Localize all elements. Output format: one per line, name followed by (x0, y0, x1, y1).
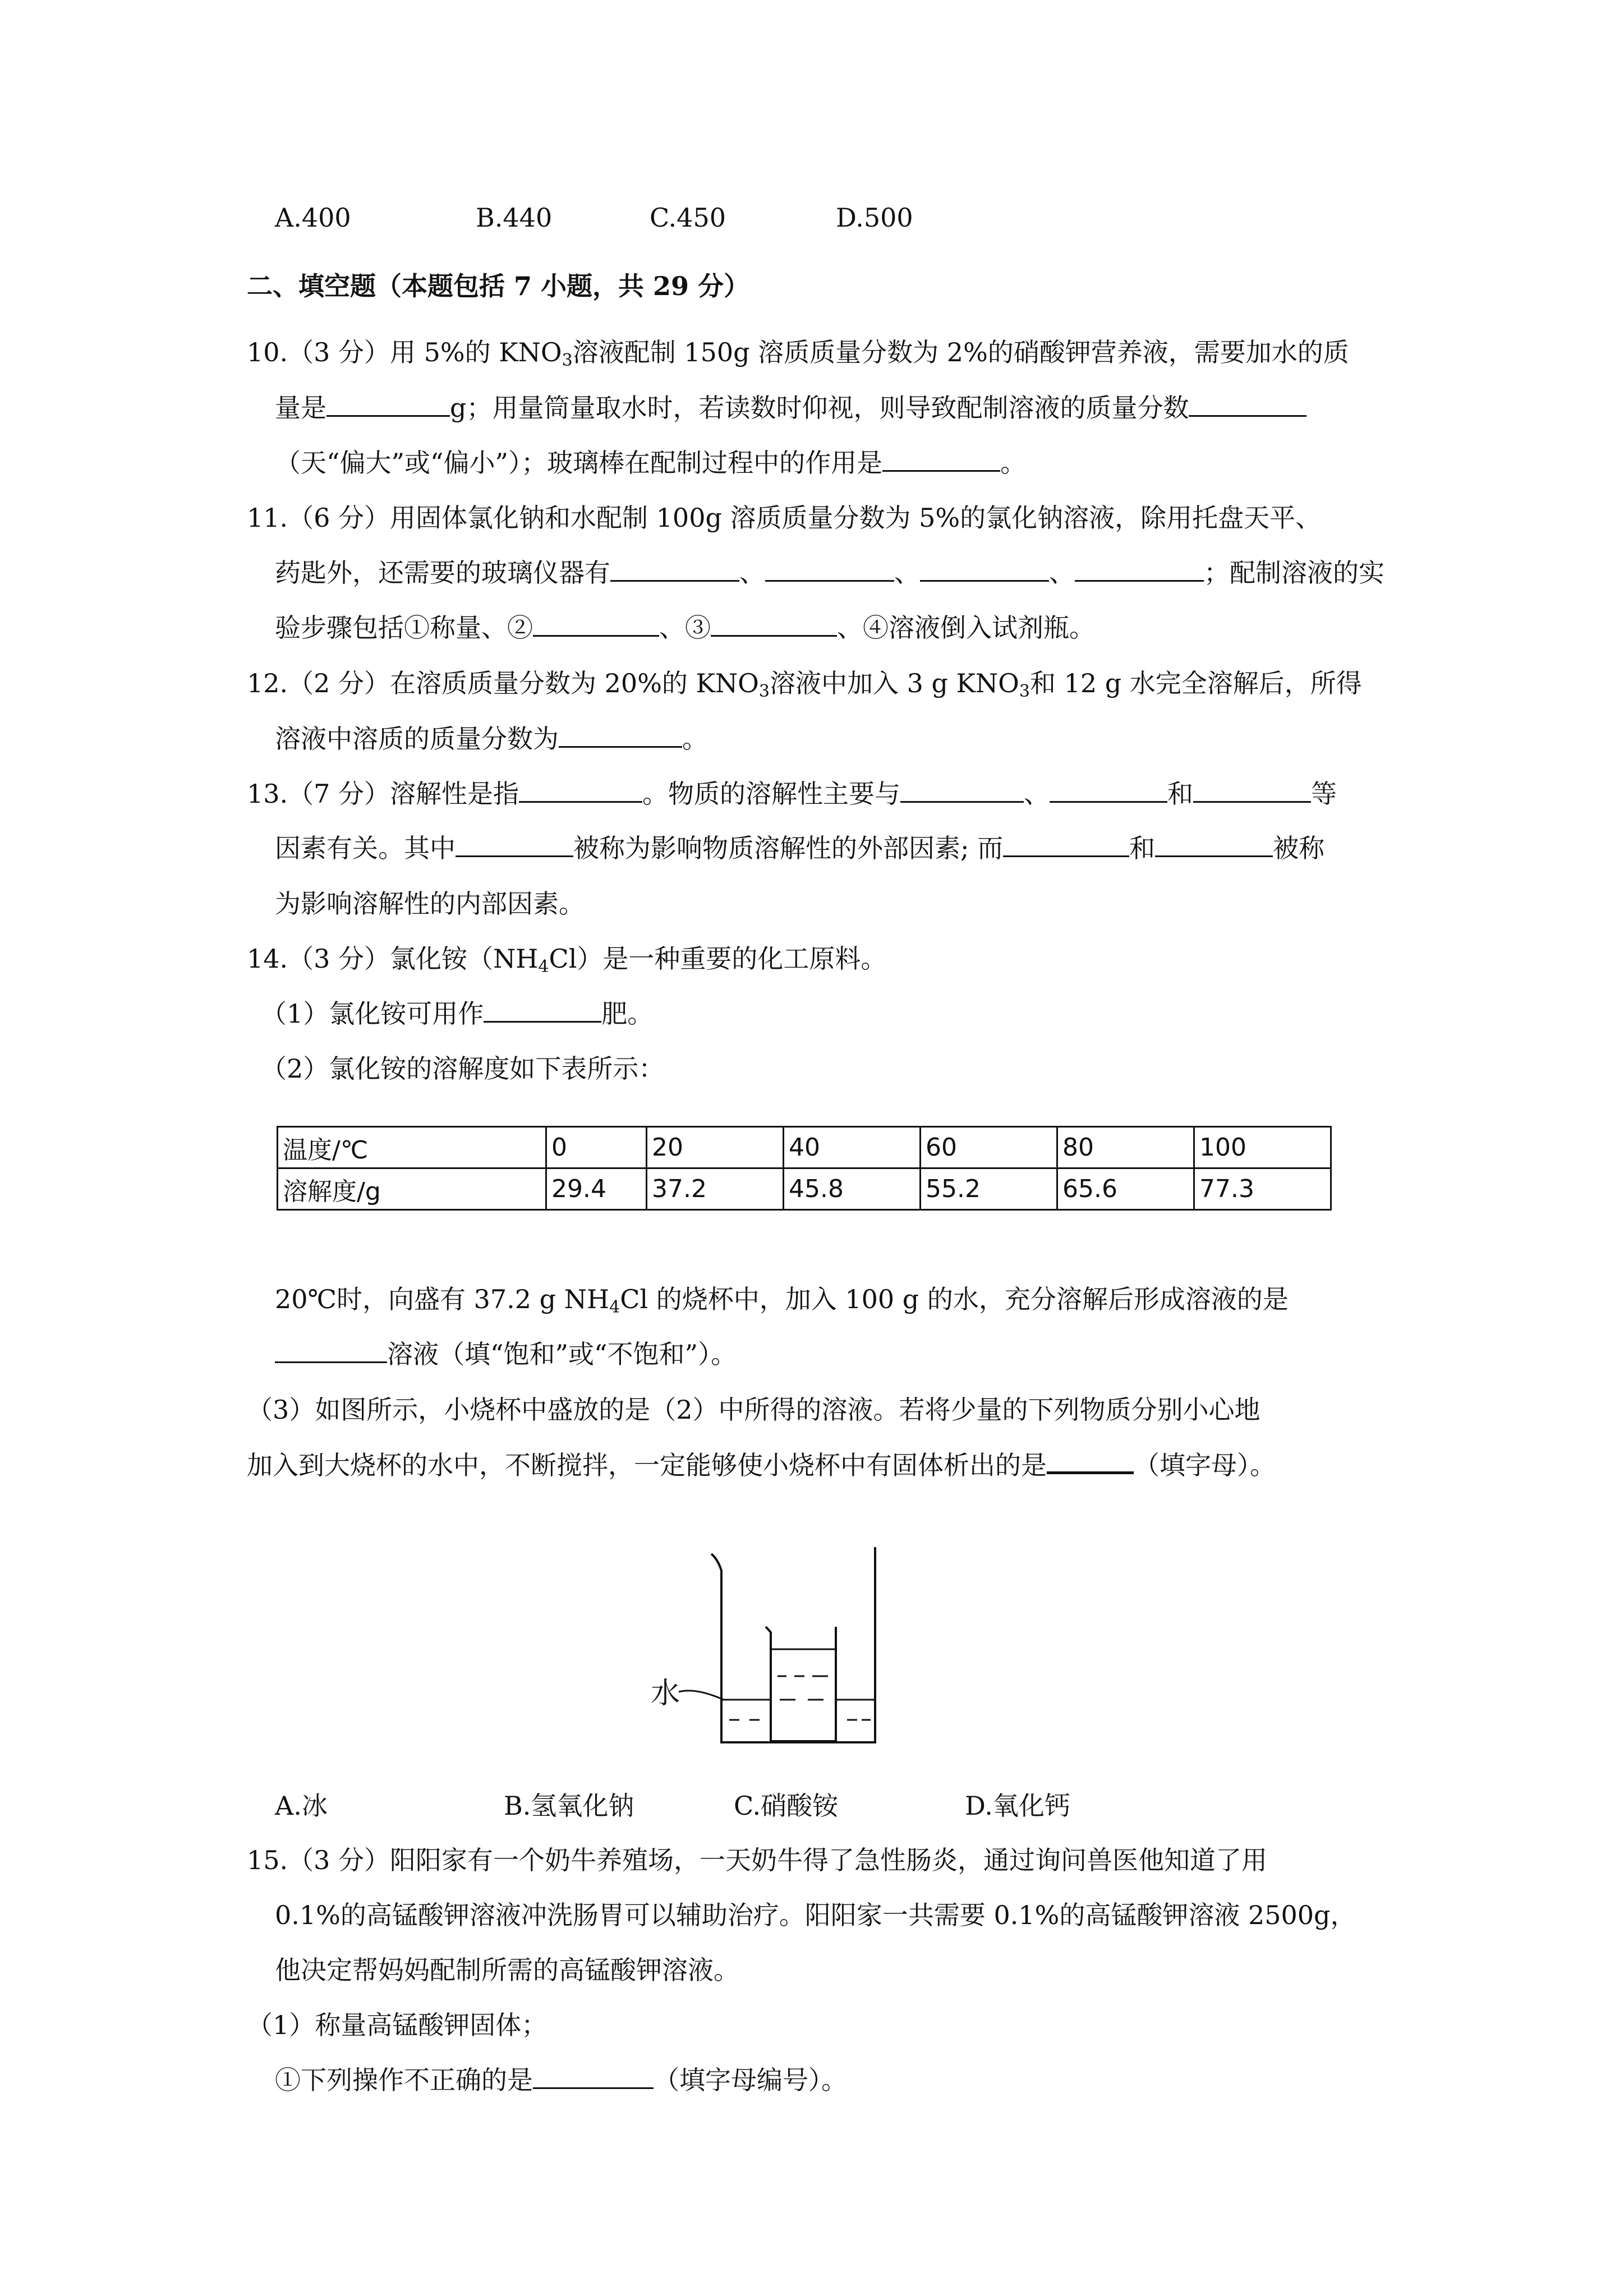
q10-text-2b: g；用量筒量取水时，若读数时仰视，则导致配制溶液的质量分数 (450, 393, 1189, 423)
q13-blank-factor-2[interactable] (1050, 779, 1167, 803)
table-solubility-cell: 55.2 (921, 1168, 1057, 1210)
q12-text-1b: 溶液中加入 3 g KNO (769, 668, 1019, 698)
q11-blank-instrument-2[interactable] (765, 558, 894, 582)
q14-option-b: B.氢氧化钠 (504, 1791, 634, 1821)
figure-label-water: 水 (651, 1677, 680, 1710)
q13-blank-definition[interactable] (519, 779, 642, 803)
q13-and-1: 和 (1167, 779, 1194, 809)
q14-subscript: 4 (538, 957, 549, 977)
q11-text-3c: 、④溶液倒入试剂瓶。 (837, 613, 1095, 643)
q11-text-2b: ；配制溶液的实 (1204, 558, 1384, 588)
q15-line-2: 0.1%的高锰酸钾溶液冲洗肠胃可以辅助治疗。阳阳家一共需要 0.1%的高锰酸钾溶液 2500g， (275, 1900, 1356, 1930)
beaker-figure (645, 1537, 903, 1750)
q14-blank-choice[interactable] (1047, 1449, 1134, 1474)
q14-line-1 (247, 942, 886, 984)
q13-text-1c: 等 (1311, 779, 1337, 809)
q10-line-2 (275, 391, 1306, 425)
table-solubility-cell: 77.3 (1194, 1168, 1331, 1210)
q15-line-3: 他决定帮妈妈配制所需的高锰酸钾溶液。 (275, 1955, 739, 1985)
q14-blank-saturation[interactable] (275, 1339, 387, 1363)
q13-text-2c: 被称 (1273, 833, 1325, 863)
q14-text-p3c: 溶液（填“饱和”或“不饱和”）。 (387, 1339, 737, 1369)
table-temp-cell: 20 (647, 1127, 784, 1168)
q15-part-1: （1）称量高锰酸钾固体； (247, 2010, 548, 2040)
q9-option-b: B.440 (476, 203, 553, 233)
q13-line-3: 为影响溶解性的内部因素。 (275, 889, 585, 919)
table-temp-cell: 100 (1194, 1127, 1331, 1168)
q11-blank-step-3[interactable] (711, 613, 837, 637)
table-temp-cell: 40 (784, 1127, 921, 1168)
q14-text-1a: 14.（3 分）氯化铵（NH (247, 944, 539, 974)
q10-text-3a: （天“偏大”或“偏小”）；玻璃棒在配制过程中的作用是 (275, 448, 883, 478)
q15-text-p2a: ①下列操作不正确的是 (275, 2065, 533, 2095)
q13-line-2 (275, 831, 1324, 865)
q12-subscript-1: 3 (758, 682, 770, 701)
q13-text-2a: 因素有关。其中 (275, 833, 456, 863)
q11-text-2a: 药匙外，还需要的玻璃仪器有 (275, 558, 610, 588)
q14-part-1 (261, 997, 653, 1030)
q14-text-p4c: （填字母）。 (1134, 1450, 1276, 1480)
table-solubility-cell: 65.6 (1057, 1168, 1194, 1210)
section-title: 二、填空题（本题包括 7 小题，共 29 分） (247, 271, 750, 301)
q14-text-1b: Cl）是一种重要的化工原料。 (549, 944, 887, 974)
q14-part-2-question (275, 1282, 1289, 1324)
q14-text-p3b: Cl 的烧杯中，加入 100 g 的水，充分溶解后形成溶液的是 (620, 1284, 1289, 1314)
q10-subscript: 3 (562, 351, 573, 370)
q12-blank-fraction[interactable] (559, 724, 682, 748)
q14-part-1b: 肥。 (601, 999, 654, 1029)
q10-text-1a: 10.（3 分）用 5%的 KNO (247, 337, 562, 367)
q10-line-1 (247, 335, 1349, 378)
q11-line-2 (275, 556, 1384, 590)
q14-option-c: C.硝酸铵 (734, 1791, 839, 1821)
q10-blank-water-mass[interactable] (326, 393, 450, 417)
q13-blank-internal-1[interactable] (1003, 833, 1129, 857)
q15-text-p2b: （填字母编号）。 (654, 2065, 847, 2095)
q11-sep-1: 、 (739, 558, 765, 588)
q13-blank-internal-2[interactable] (1155, 833, 1273, 857)
q14-part-3-line-2 (247, 1448, 1276, 1482)
q14-part-3-line-1: （3）如图所示，小烧杯中盛放的是（2）中所得的溶液。若将少量的下列物质分别小心地 (247, 1395, 1260, 1425)
q11-sep-3: 、 (1049, 558, 1075, 588)
table-temp-cell: 0 (546, 1127, 647, 1168)
q11-blank-step-2[interactable] (533, 613, 659, 637)
q11-blank-instrument-1[interactable] (610, 558, 739, 582)
solubility-table-row-value (278, 1168, 1331, 1210)
solubility-table (277, 1126, 1332, 1211)
q13-blank-external[interactable] (456, 833, 573, 857)
q14-part-2: （2）氯化铵的溶解度如下表所示： (261, 1053, 665, 1084)
q14-part-1a: （1）氯化铵可用作 (261, 999, 484, 1029)
table-header-temp: 温度/℃ (278, 1127, 546, 1168)
q15-part-1-question (275, 2063, 847, 2097)
q14-part-2-answer (275, 1337, 737, 1371)
q11-blank-instrument-4[interactable] (1075, 558, 1204, 582)
table-temp-cell: 60 (921, 1127, 1057, 1168)
q9-option-c: C.450 (650, 203, 726, 233)
q13-text-1a: 13.（7 分）溶解性是指 (247, 779, 519, 809)
q11-line-1: 11.（6 分）用固体氯化钠和水配制 100g 溶质质量分数为 5%的氯化钠溶液，除用托盘天平、 (247, 503, 1322, 533)
q11-line-3 (275, 611, 1095, 645)
q13-sep: 、 (1024, 779, 1050, 809)
q14-option-d: D.氧化钙 (965, 1791, 1070, 1821)
q14-text-p3a: 20℃时，向盛有 37.2 g NH (275, 1284, 610, 1314)
q10-text-1b: 溶液配制 150g 溶质质量分数为 2%的硝酸钾营养液，需要加水的质 (572, 337, 1349, 367)
q13-and-2: 和 (1129, 833, 1156, 863)
q14-text-p4b: 加入到大烧杯的水中，不断搅拌，一定能够使小烧杯中有固体析出的是 (247, 1450, 1047, 1480)
q10-text-3b: 。 (1000, 448, 1027, 478)
q11-text-3b: 、③ (659, 613, 711, 643)
q12-text-2a: 溶液中溶质的质量分数为 (275, 724, 559, 754)
q13-line-1 (247, 777, 1337, 811)
q13-text-1b: 。物质的溶解性主要与 (642, 779, 901, 809)
table-solubility-cell: 37.2 (647, 1168, 784, 1210)
q10-line-3 (275, 446, 1026, 480)
q15-blank-choice[interactable] (533, 2065, 654, 2089)
q9-option-a: A.400 (275, 203, 351, 233)
q14-blank-fertilizer[interactable] (484, 999, 601, 1023)
q9-option-d: D.500 (836, 203, 913, 233)
q12-text-2b: 。 (682, 724, 708, 754)
q12-line-2 (275, 722, 708, 756)
q12-text-1c: 和 12 g 水完全溶解后，所得 (1029, 668, 1362, 698)
q12-text-1a: 12.（2 分）在溶质质量分数为 20%的 KNO (247, 668, 759, 698)
table-header-solubility: 溶解度/g (278, 1168, 546, 1210)
q11-text-3a: 验步骤包括①称量、② (275, 613, 533, 643)
table-solubility-cell: 45.8 (784, 1168, 921, 1210)
q13-text-2b: 被称为影响物质溶解性的外部因素; 而 (573, 833, 1004, 863)
q14-subscript-2: 4 (609, 1297, 620, 1317)
q10-blank-fraction[interactable] (1189, 393, 1306, 417)
table-solubility-cell: 29.4 (546, 1168, 647, 1210)
solubility-table-row-temp (278, 1127, 1331, 1168)
q13-blank-factor-3[interactable] (1193, 779, 1311, 803)
q12-line-1 (247, 666, 1362, 708)
q13-blank-factor-1[interactable] (900, 779, 1024, 803)
q11-sep-2: 、 (894, 558, 920, 588)
q11-blank-instrument-3[interactable] (920, 558, 1049, 582)
q10-blank-glass-rod[interactable] (882, 448, 1000, 472)
q15-line-1: 15.（3 分）阳阳家有一个奶牛养殖场，一天奶牛得了急性肠炎，通过询问兽医他知道了用 (247, 1845, 1268, 1875)
q14-option-a: A.冰 (275, 1791, 328, 1821)
q10-text-2a: 量是 (275, 393, 326, 423)
table-temp-cell: 80 (1057, 1127, 1194, 1168)
q12-subscript-2: 3 (1019, 682, 1030, 701)
